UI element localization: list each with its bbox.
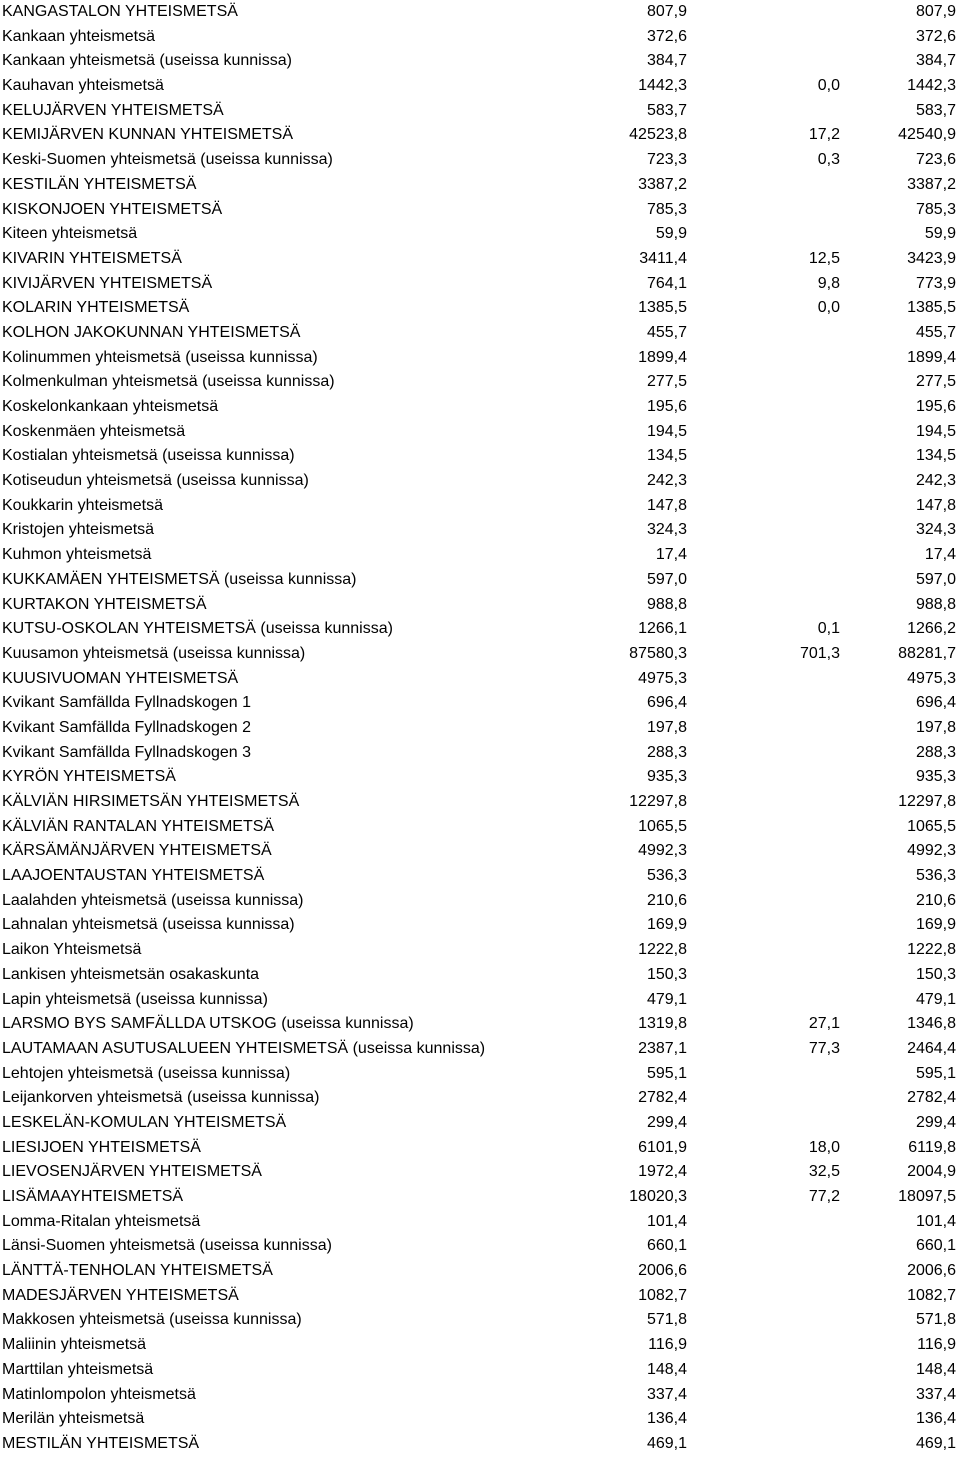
table-row <box>0 74 960 99</box>
table-row <box>0 1086 960 1111</box>
row-name: Koskenmäen yhteismetsä <box>2 422 186 440</box>
row-name: KÄRSÄMÄNJÄRVEN YHTEISMETSÄ <box>2 842 272 860</box>
row-total: 147,8 <box>915 496 956 514</box>
row-value-1: 1442,3 <box>638 77 687 95</box>
row-total: 324,3 <box>915 521 956 539</box>
table-row <box>0 593 960 618</box>
table-row <box>0 1308 960 1333</box>
row-value-1: 195,6 <box>646 398 687 415</box>
row-value-1: 147,8 <box>646 496 687 514</box>
row-value-2: 0,3 <box>817 151 840 169</box>
row-value-1: 1899,4 <box>638 348 687 366</box>
table-row <box>0 864 960 889</box>
row-value-1: 136,4 <box>646 1410 687 1428</box>
row-total: 1222,8 <box>907 941 956 959</box>
row-total: 2782,4 <box>907 1089 956 1107</box>
row-value-1: 210,6 <box>646 891 687 909</box>
table-row <box>0 1185 960 1210</box>
row-name: MADESJÄRVEN YHTEISMETSÄ <box>2 1286 239 1304</box>
row-total: 17,4 <box>924 546 956 564</box>
table-row <box>0 691 960 716</box>
row-total: 197,8 <box>915 718 956 736</box>
row-value-2: 32,5 <box>808 1163 840 1181</box>
row-name: Leijankorven yhteismetsä (useissa kunnissa) <box>2 1089 320 1107</box>
row-value-1: 1266,1 <box>638 620 687 638</box>
row-name: Lankisen yhteismetsän osakaskunta <box>2 965 260 983</box>
row-value-1: 150,3 <box>646 965 687 983</box>
row-value-1: 1385,5 <box>638 299 687 317</box>
row-name: LAAJOENTAUSTAN YHTEISMETSÄ <box>2 867 265 885</box>
row-value-1: 384,7 <box>646 52 687 70</box>
row-value-2: 27,1 <box>808 1015 840 1033</box>
row-name: KISKONJOEN YHTEISMETSÄ <box>2 200 223 218</box>
row-name: LIESIJOEN YHTEISMETSÄ <box>2 1138 201 1156</box>
table-row <box>0 1037 960 1062</box>
row-value-1: 17,4 <box>655 546 687 564</box>
table-row <box>0 642 960 667</box>
row-name: Kankaan yhteismetsä <box>2 27 155 45</box>
row-total: 583,7 <box>915 101 956 119</box>
table-row <box>0 148 960 173</box>
table-row <box>0 247 960 272</box>
row-name: LÄNTTÄ-TENHOLAN YHTEISMETSÄ <box>2 1262 273 1280</box>
table-row <box>0 123 960 148</box>
row-value-1: 3411,4 <box>639 249 687 267</box>
row-name: LISÄMAAYHTEISMETSÄ <box>2 1188 184 1205</box>
row-total: 195,6 <box>915 398 956 415</box>
table-row <box>0 1062 960 1087</box>
row-name: Maliinin yhteismetsä <box>2 1336 147 1354</box>
row-value-2: 701,3 <box>799 644 840 662</box>
row-value-1: 2006,6 <box>638 1262 687 1280</box>
table-row <box>0 765 960 790</box>
table-row <box>0 1160 960 1185</box>
row-total: 288,3 <box>915 743 956 761</box>
row-value-1: 277,5 <box>646 373 687 391</box>
table-row <box>0 198 960 223</box>
row-name: KESTILÄN YHTEISMETSÄ <box>2 175 197 193</box>
row-value-1: 807,9 <box>646 3 687 20</box>
table-row <box>0 346 960 371</box>
table-row <box>0 1111 960 1136</box>
row-total: 773,9 <box>915 274 956 292</box>
row-value-1: 116,9 <box>648 1336 687 1354</box>
row-name: KEMIJÄRVEN KUNNAN YHTEISMETSÄ <box>2 126 294 144</box>
row-value-2: 0,0 <box>817 77 840 95</box>
row-value-1: 194,5 <box>646 422 687 440</box>
row-value-1: 1082,7 <box>638 1286 687 1304</box>
row-value-1: 197,8 <box>646 718 687 736</box>
row-value-2: 0,0 <box>817 299 840 317</box>
table-row <box>0 518 960 543</box>
row-value-1: 42523,8 <box>629 126 687 144</box>
table-row <box>0 25 960 50</box>
table-row <box>0 370 960 395</box>
row-name: Kauhavan yhteismetsä <box>2 77 164 95</box>
table-row <box>0 420 960 445</box>
table-row <box>0 568 960 593</box>
row-total: 1385,5 <box>907 299 956 317</box>
row-name: Kolmenkulman yhteismetsä (useissa kunnissa) <box>2 373 335 391</box>
row-value-1: 4992,3 <box>638 842 687 860</box>
row-total: 150,3 <box>915 965 956 983</box>
table-row <box>0 988 960 1013</box>
table-row <box>0 1432 960 1457</box>
row-value-1: 1972,4 <box>638 1163 687 1181</box>
table-row <box>0 1333 960 1358</box>
row-value-1: 723,3 <box>646 151 687 169</box>
row-name: Koskelonkankaan yhteismetsä <box>2 398 219 415</box>
row-value-1: 337,4 <box>646 1385 687 1403</box>
row-value-1: 169,9 <box>646 916 687 934</box>
table-row <box>0 49 960 74</box>
row-name: KELUJÄRVEN YHTEISMETSÄ <box>2 101 224 119</box>
table-row <box>0 741 960 766</box>
row-value-2: 12,5 <box>808 249 840 267</box>
row-name: LARSMO BYS SAMFÄLLDA UTSKOG (useissa kunnissa) <box>2 1015 414 1033</box>
table-row <box>0 889 960 914</box>
row-total: 1899,4 <box>907 348 956 366</box>
row-name: Kvikant Samfällda Fyllnadskogen 1 <box>2 694 252 712</box>
row-total: 1082,7 <box>907 1286 956 1304</box>
row-total: 136,4 <box>915 1410 956 1428</box>
row-value-1: 595,1 <box>646 1064 687 1082</box>
row-value-1: 87580,3 <box>629 644 687 662</box>
row-name: KIVIJÄRVEN YHTEISMETSÄ <box>2 274 213 292</box>
row-value-1: 2387,1 <box>638 1039 687 1057</box>
table-row <box>0 1210 960 1235</box>
row-name: KUTSU-OSKOLAN YHTEISMETSÄ (useissa kunnissa) <box>2 620 393 638</box>
table-row <box>0 395 960 420</box>
row-name: Koukkarin yhteismetsä <box>2 496 163 514</box>
row-value-1: 242,3 <box>646 472 687 490</box>
table-row <box>0 99 960 124</box>
row-total: 935,3 <box>915 768 956 786</box>
row-total: 1266,2 <box>907 620 956 638</box>
table-row <box>0 321 960 346</box>
row-value-1: 597,0 <box>646 570 687 588</box>
row-total: 4992,3 <box>907 842 956 860</box>
row-name: Kvikant Samfällda Fyllnadskogen 3 <box>2 743 252 761</box>
row-total: 88281,7 <box>898 644 956 662</box>
table-row <box>0 913 960 938</box>
row-value-1: 469,1 <box>646 1434 687 1452</box>
row-value-1: 288,3 <box>646 743 687 761</box>
row-name: Lapin yhteismetsä (useissa kunnissa) <box>2 990 268 1008</box>
row-value-1: 59,9 <box>655 225 687 243</box>
row-total: 660,1 <box>915 1237 956 1255</box>
table-row <box>0 839 960 864</box>
table-row <box>0 1234 960 1259</box>
row-value-1: 1222,8 <box>638 941 687 959</box>
row-name: Marttilan yhteismetsä <box>2 1360 154 1378</box>
row-total: 1065,5 <box>907 817 956 835</box>
row-name: Lehtojen yhteismetsä (useissa kunnissa) <box>2 1064 291 1082</box>
row-value-1: 12297,8 <box>629 793 687 810</box>
table-row <box>0 790 960 815</box>
table-row <box>0 0 960 25</box>
row-total: 101,4 <box>915 1212 956 1230</box>
row-total: 455,7 <box>915 323 956 341</box>
row-name: Makkosen yhteismetsä (useissa kunnissa) <box>2 1311 302 1329</box>
row-name: MESTILÄN YHTEISMETSÄ <box>2 1434 200 1452</box>
table-row <box>0 1259 960 1284</box>
row-value-1: 536,3 <box>646 867 687 885</box>
table-row <box>0 272 960 297</box>
row-total: 807,9 <box>915 3 956 20</box>
row-name: Lomma-Ritalan yhteismetsä <box>2 1212 201 1230</box>
row-value-2: 0,1 <box>817 620 840 638</box>
row-name: Kvikant Samfällda Fyllnadskogen 2 <box>2 718 252 736</box>
table-row <box>0 444 960 469</box>
row-name: Merilän yhteismetsä <box>2 1410 145 1428</box>
row-total: 1442,3 <box>907 77 956 95</box>
row-total: 12297,8 <box>898 793 956 810</box>
row-value-1: 455,7 <box>646 323 687 341</box>
table-row <box>0 1284 960 1309</box>
row-name: Länsi-Suomen yhteismetsä (useissa kunnissa) <box>2 1237 332 1255</box>
table-row <box>0 296 960 321</box>
row-name: KIVARIN YHTEISMETSÄ <box>2 249 182 267</box>
row-name: KÄLVIÄN RANTALAN YHTEISMETSÄ <box>2 817 275 835</box>
row-name: KURTAKON YHTEISMETSÄ <box>2 595 207 613</box>
row-name: KYRÖN YHTEISMETSÄ <box>2 768 176 786</box>
table-row <box>0 222 960 247</box>
row-name: Kankaan yhteismetsä (useissa kunnissa) <box>2 52 292 70</box>
table-row <box>0 815 960 840</box>
row-name: Kiteen yhteismetsä <box>2 225 138 243</box>
table-row <box>0 1136 960 1161</box>
row-value-1: 6101,9 <box>638 1138 687 1156</box>
row-name: KÄLVIÄN HIRSIMETSÄN YHTEISMETSÄ <box>2 793 300 810</box>
table-row <box>0 1407 960 1432</box>
row-name: KUKKAMÄEN YHTEISMETSÄ (useissa kunnissa) <box>2 570 357 588</box>
row-value-1: 696,4 <box>646 694 687 712</box>
table-row <box>0 667 960 692</box>
row-name: Kolinummen yhteismetsä (useissa kunnissa) <box>2 348 318 366</box>
row-value-1: 18020,3 <box>629 1188 687 1205</box>
row-value-1: 1319,8 <box>638 1015 687 1033</box>
table-row <box>0 469 960 494</box>
row-value-1: 3387,2 <box>638 175 687 193</box>
row-total: 696,4 <box>915 694 956 712</box>
row-name: Lahnalan yhteismetsä (useissa kunnissa) <box>2 916 295 934</box>
row-total: 384,7 <box>915 52 956 70</box>
row-name: LIEVOSENJÄRVEN YHTEISMETSÄ <box>2 1163 262 1181</box>
row-name: LESKELÄN-KOMULAN YHTEISMETSÄ <box>2 1113 287 1131</box>
row-total: 194,5 <box>915 422 956 440</box>
row-total: 988,8 <box>915 595 956 613</box>
row-name: KANGASTALON YHTEISMETSÄ <box>2 3 238 20</box>
row-total: 469,1 <box>915 1434 956 1452</box>
row-value-1: 571,8 <box>646 1311 687 1329</box>
row-value-2: 77,2 <box>808 1188 840 1205</box>
table-row <box>0 1012 960 1037</box>
row-value-1: 479,1 <box>646 990 687 1008</box>
row-total: 785,3 <box>915 200 956 218</box>
table-row <box>0 543 960 568</box>
row-value-1: 935,3 <box>646 768 687 786</box>
row-total: 59,9 <box>924 225 956 243</box>
row-total: 3423,9 <box>907 249 956 267</box>
row-name: Laalahden yhteismetsä (useissa kunnissa) <box>2 891 304 909</box>
row-total: 372,6 <box>915 27 956 45</box>
row-value-2: 9,8 <box>817 274 840 292</box>
row-total: 116,9 <box>917 1336 956 1354</box>
row-total: 299,4 <box>915 1113 956 1131</box>
row-value-1: 372,6 <box>646 27 687 45</box>
row-value-1: 299,4 <box>646 1113 687 1131</box>
table-row <box>0 1358 960 1383</box>
row-name: KUUSIVUOMAN YHTEISMETSÄ <box>2 669 239 687</box>
row-total: 2004,9 <box>907 1163 956 1181</box>
row-total: 1346,8 <box>907 1015 956 1033</box>
row-value-1: 764,1 <box>646 274 687 292</box>
row-name: LAUTAMAAN ASUTUSALUEEN YHTEISMETSÄ (useissa kunnissa) <box>2 1039 486 1057</box>
table-row <box>0 494 960 519</box>
row-name: Kotiseudun yhteismetsä (useissa kunnissa) <box>2 472 309 490</box>
row-value-2: 17,2 <box>808 126 840 144</box>
row-total: 242,3 <box>915 472 956 490</box>
table-row <box>0 173 960 198</box>
row-total: 2464,4 <box>907 1039 956 1057</box>
row-name: Kostialan yhteismetsä (useissa kunnissa) <box>2 447 295 465</box>
row-name: Keski-Suomen yhteismetsä (useissa kunnissa) <box>2 151 333 169</box>
row-name: Kristojen yhteismetsä <box>2 521 155 539</box>
row-value-1: 2782,4 <box>638 1089 687 1107</box>
row-value-1: 785,3 <box>646 200 687 218</box>
row-total: 277,5 <box>915 373 956 391</box>
row-name: Kuhmon yhteismetsä <box>2 546 152 564</box>
row-value-1: 988,8 <box>646 595 687 613</box>
row-total: 337,4 <box>915 1385 956 1403</box>
row-value-1: 1065,5 <box>638 817 687 835</box>
row-total: 4975,3 <box>907 669 956 687</box>
table-row <box>0 617 960 642</box>
row-value-1: 101,4 <box>646 1212 687 1230</box>
row-total: 42540,9 <box>898 126 956 144</box>
table-row <box>0 938 960 963</box>
row-total: 595,1 <box>915 1064 956 1082</box>
row-value-1: 4975,3 <box>638 669 687 687</box>
row-name: KOLHON JAKOKUNNAN YHTEISMETSÄ <box>2 323 301 341</box>
row-total: 210,6 <box>915 891 956 909</box>
row-value-1: 148,4 <box>646 1360 687 1378</box>
row-name: Kuusamon yhteismetsä (useissa kunnissa) <box>2 644 306 662</box>
row-name: KOLARIN YHTEISMETSÄ <box>2 299 190 317</box>
row-total: 148,4 <box>915 1360 956 1378</box>
row-total: 723,6 <box>915 151 956 169</box>
row-total: 6119,8 <box>908 1138 956 1156</box>
row-name: Laikon Yhteismetsä <box>2 941 142 959</box>
row-value-2: 18,0 <box>808 1138 840 1156</box>
row-total: 169,9 <box>915 916 956 934</box>
row-total: 479,1 <box>915 990 956 1008</box>
row-total: 597,0 <box>915 570 956 588</box>
table-row <box>0 1383 960 1408</box>
row-total: 18097,5 <box>898 1188 956 1205</box>
row-value-1: 660,1 <box>646 1237 687 1255</box>
row-name: Matinlompolon yhteismetsä <box>2 1385 196 1403</box>
row-total: 571,8 <box>915 1311 956 1329</box>
row-total: 2006,6 <box>907 1262 956 1280</box>
row-total: 134,5 <box>915 447 956 465</box>
row-value-2: 77,3 <box>808 1039 840 1057</box>
row-value-1: 583,7 <box>646 101 687 119</box>
table-row <box>0 716 960 741</box>
row-total: 536,3 <box>915 867 956 885</box>
table-row <box>0 963 960 988</box>
row-total: 3387,2 <box>907 175 956 193</box>
row-value-1: 324,3 <box>646 521 687 539</box>
row-value-1: 134,5 <box>646 447 687 465</box>
